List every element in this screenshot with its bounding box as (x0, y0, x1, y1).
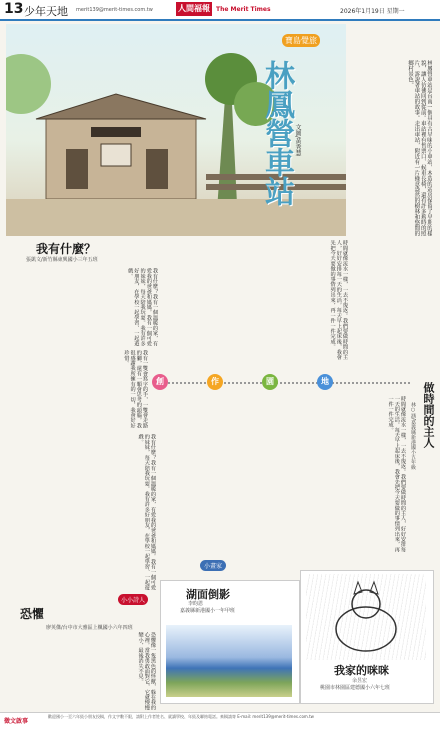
cat-school: 桃園市林園區建德國小六年七班 (320, 685, 391, 691)
divider-dots (160, 382, 410, 386)
lake-title: 湖面倒影 (186, 588, 230, 601)
poem-title: 恐懼 (20, 607, 45, 621)
cat-drawing (306, 574, 426, 660)
page-header (0, 0, 440, 20)
page-number: 13 (4, 1, 24, 17)
email-link[interactable]: merit139@merit-times.com.tw (76, 7, 153, 13)
lake-author: 李昀恩 (188, 601, 204, 607)
article2-author: 林○涵/嘉義縣新港國小五年級 (410, 402, 416, 470)
article1-title: 我有什麼？ (36, 242, 97, 256)
article1-body1: 我有什麼？我有一個溫暖的家，有愛我的爸爸和媽媽。我有一個可愛的妹妹，每天陪我玩耍。我有許多好朋友，在學校一起學習、一起遊戲。 (127, 268, 158, 346)
article1-body-cont: 我有什麼？我有一個溫暖的家，有愛我的爸爸和媽媽。我有一個可愛的妹妹，每天陪我玩耍。我有許多好朋友，在學校一起學習、一起遊戲。 (137, 434, 156, 590)
star-badge-3: 園 (262, 374, 278, 390)
feature-title: 林鳳營車站 (259, 60, 294, 205)
kid-artist-badge: 小畫家 (200, 560, 226, 571)
poet-badge: 小小詩人 (118, 594, 148, 605)
cat-title: 我家的咪咪 (334, 664, 389, 677)
star-badge-1: 創 (152, 374, 168, 390)
poem-author: 廖英傑/台中市大雅區上楓國小六年四班 (46, 625, 133, 631)
article2-body-cont: 時間就像流水一樣，一去不復返。我們要做時間的主人，好好安排每一天的生活。每天早上起床後，我會先把今天要做的事情列出來，再一件一件完成。 (387, 396, 406, 552)
article2-body: 時間就像流水一樣，一去不復返。我們要做時間的主人，好好安排每一天的生活。每天早上起床後，我會先把今天要做的事情列出來，再一件一件完成。 (329, 240, 348, 360)
article2-title: 做時間的主人 (422, 382, 435, 448)
star-badge-4: 地 (317, 374, 333, 390)
paper-logo: 人間福報 (176, 2, 212, 16)
issue-date: 2026年1月19日 星期一 (340, 8, 405, 15)
footer-text: 歡迎國小一至六年級小朋友投稿，作文字數不限，請附上作者姓名、就讀學校、年級及聯絡電話。來稿請寄 E-mail: merit139@merit-times.com.tw (48, 714, 314, 719)
lake-school: 嘉義縣新港國小一年甲班 (180, 608, 236, 614)
section-title: 少年天地 (24, 5, 68, 18)
footer-logo: 徵文啟事 (4, 718, 29, 725)
star-badge-2: 作 (207, 374, 223, 390)
feature-badge: 寶島覺旅 (282, 34, 320, 47)
cat-author: 余昱宏 (352, 678, 368, 684)
article1-author: 張凱文/新竹縣東興國小三年五班 (26, 257, 98, 263)
article1-body2: 我有一雙會寫字的手，一雙會走路的腳，還有一顆會思考的頭腦。我很感謝我所擁有的一切，我會好好珍惜。 (123, 350, 148, 428)
feature-author: 文圖/黃秀慧 (294, 124, 301, 157)
lake-painting (166, 625, 292, 697)
header-rule (0, 19, 440, 21)
feature-body: 林鳳營車站是台南一個具有古早味的小車站，木造的站房保留了早期的樣貌，讓人彷彿回到從前。車站裡有售票口、候車長椅，還有許多舊時的照片，訴說著車站的故事。走出車站，附近有一片綠意盎然的樹林和悠閒的鄉村景色。 (407, 60, 432, 236)
paper-english-name: The Merit Times (216, 6, 271, 13)
poem-body: 恐懼像一隻黑色的怪獸，躲在我的心裡。當我勇敢面對它，它就慢慢變小，最後消失不見。 (137, 632, 156, 710)
